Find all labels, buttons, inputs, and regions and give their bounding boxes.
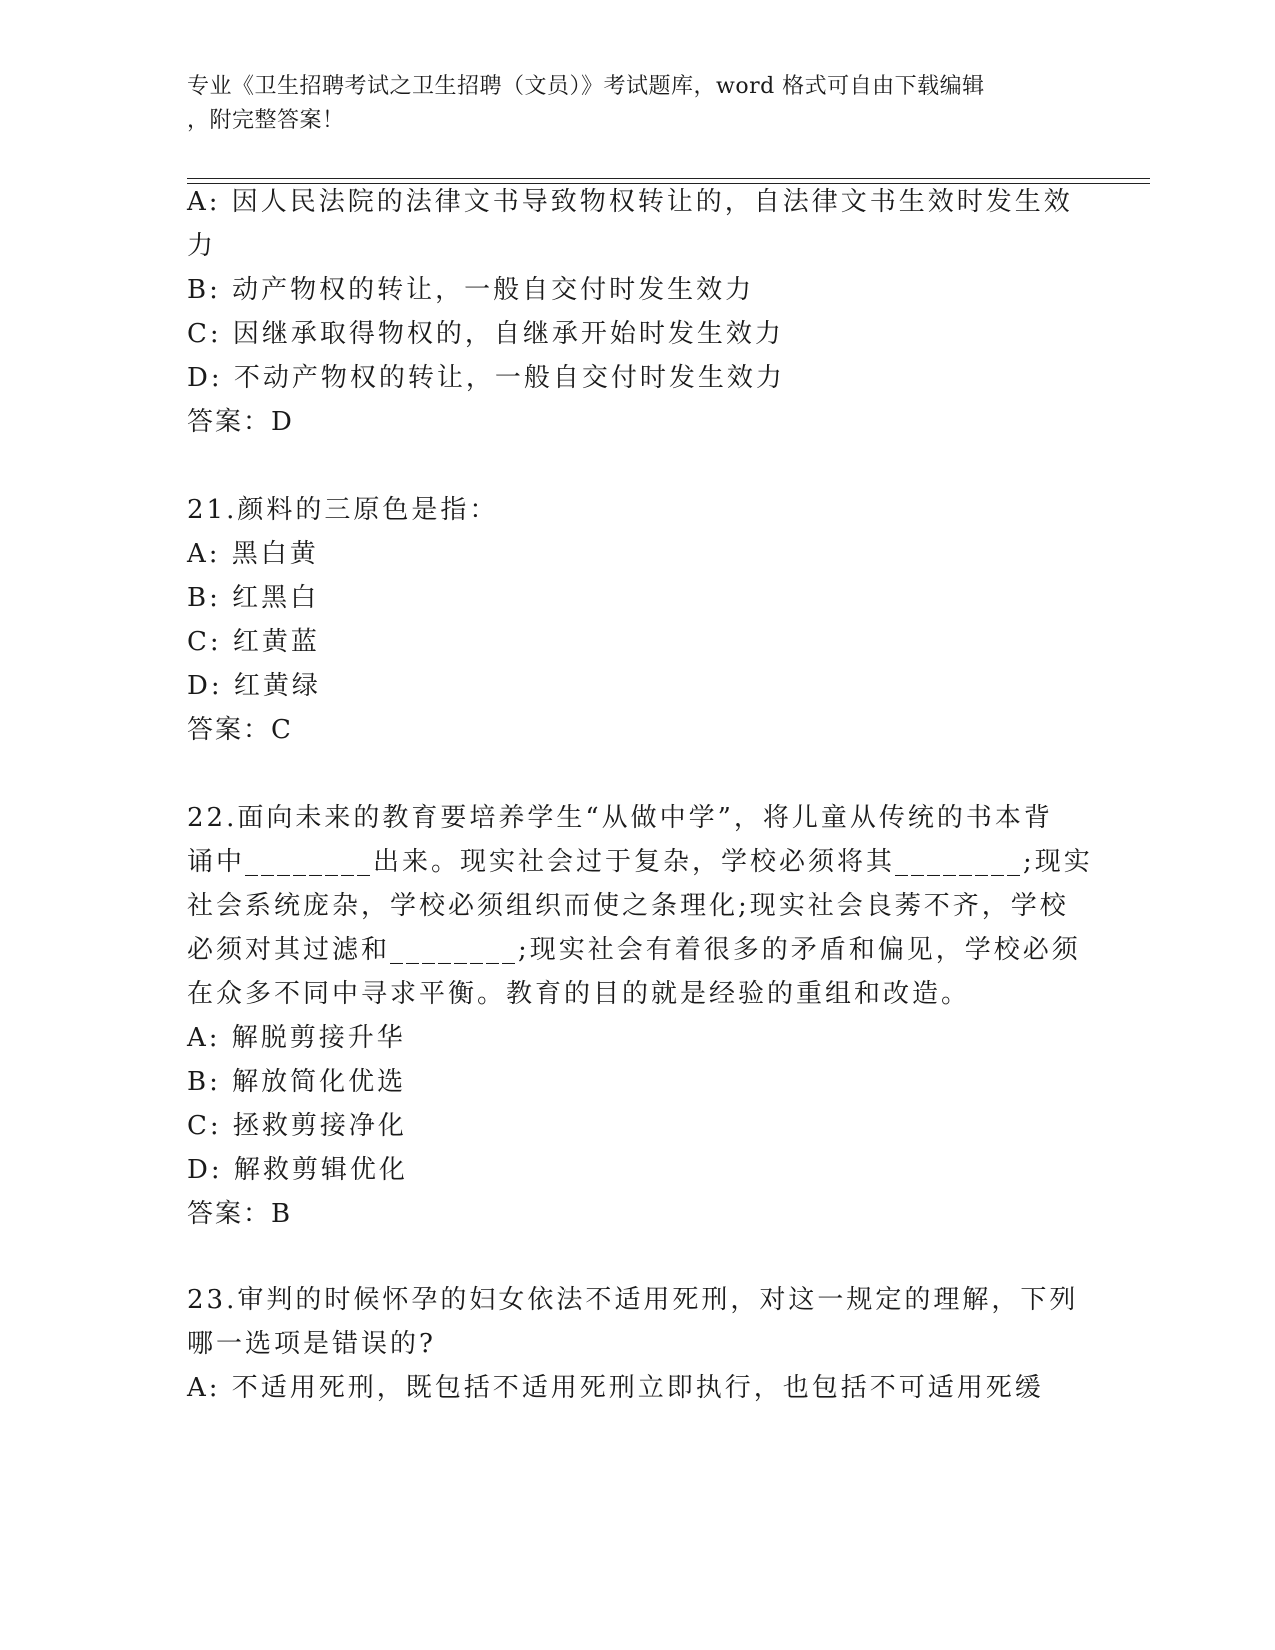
q22-question-line-1: 22.面向未来的教育要培养学生“从做中学”，将儿童从传统的书本背	[187, 803, 1053, 833]
q22-option-d: D: 解救剪辑优化	[187, 1155, 408, 1185]
document-header	[187, 70, 1067, 138]
q21-option-d: D: 红黄绿	[187, 671, 321, 701]
q21-option-c: C: 红黄蓝	[187, 627, 320, 657]
q22-option-c: C: 拯救剪接净化	[187, 1111, 407, 1141]
q21-option-a: A: 黑白黄	[187, 539, 319, 569]
q20-option-d: D: 不动产物权的转让，一般自交付时发生效力	[187, 363, 785, 393]
q22-question-line-5: 在众多不同中寻求平衡。教育的目的就是经验的重组和改造。	[187, 979, 971, 1009]
q22-question-line-3: 社会系统庞杂，学校必须组织而使之条理化;现实社会良莠不齐，学校	[187, 891, 1069, 921]
q23-question-line-2: 哪一选项是错误的?	[187, 1329, 436, 1359]
q23-option-a: A: 不适用死刑，既包括不适用死刑立即执行，也包括不可适用死缓	[187, 1373, 1044, 1403]
q21-answer: 答案：C	[187, 715, 293, 745]
q23-question-line-1: 23.审判的时候怀孕的妇女依法不适用死刑，对这一规定的理解，下列	[187, 1285, 1079, 1315]
q20-option-b: B: 动产物权的转让，一般自交付时发生效力	[187, 275, 755, 305]
q22-option-a: A: 解脱剪接升华	[187, 1023, 406, 1053]
header-divider-top	[187, 178, 1150, 179]
q22-answer: 答案：B	[187, 1199, 293, 1229]
q20-option-a: A: 因人民法院的法律文书导致物权转让的，自法律文书生效时发生效	[187, 187, 1073, 217]
q21-option-b: B: 红黑白	[187, 583, 320, 613]
q22-option-b: B: 解放简化优选	[187, 1067, 407, 1097]
q20-option-c: C: 因继承取得物权的，自继承开始时发生效力	[187, 319, 784, 349]
q22-question-line-2: 诵中________出来。现实社会过于复杂，学校必须将其________;现实	[187, 847, 1093, 877]
q20-option-a-cont: 力	[187, 231, 217, 261]
header-line-2: ，附完整答案！	[187, 108, 345, 133]
q22-question-line-4: 必须对其过滤和________;现实社会有着很多的矛盾和偏见，学校必须	[187, 935, 1081, 965]
q20-answer: 答案：D	[187, 407, 294, 437]
header-line-1: 专业《卫生招聘考试之卫生招聘（文员）》考试题库，word 格式可自由下载编辑	[187, 74, 985, 99]
q21-question: 21.颜料的三原色是指：	[187, 495, 499, 525]
